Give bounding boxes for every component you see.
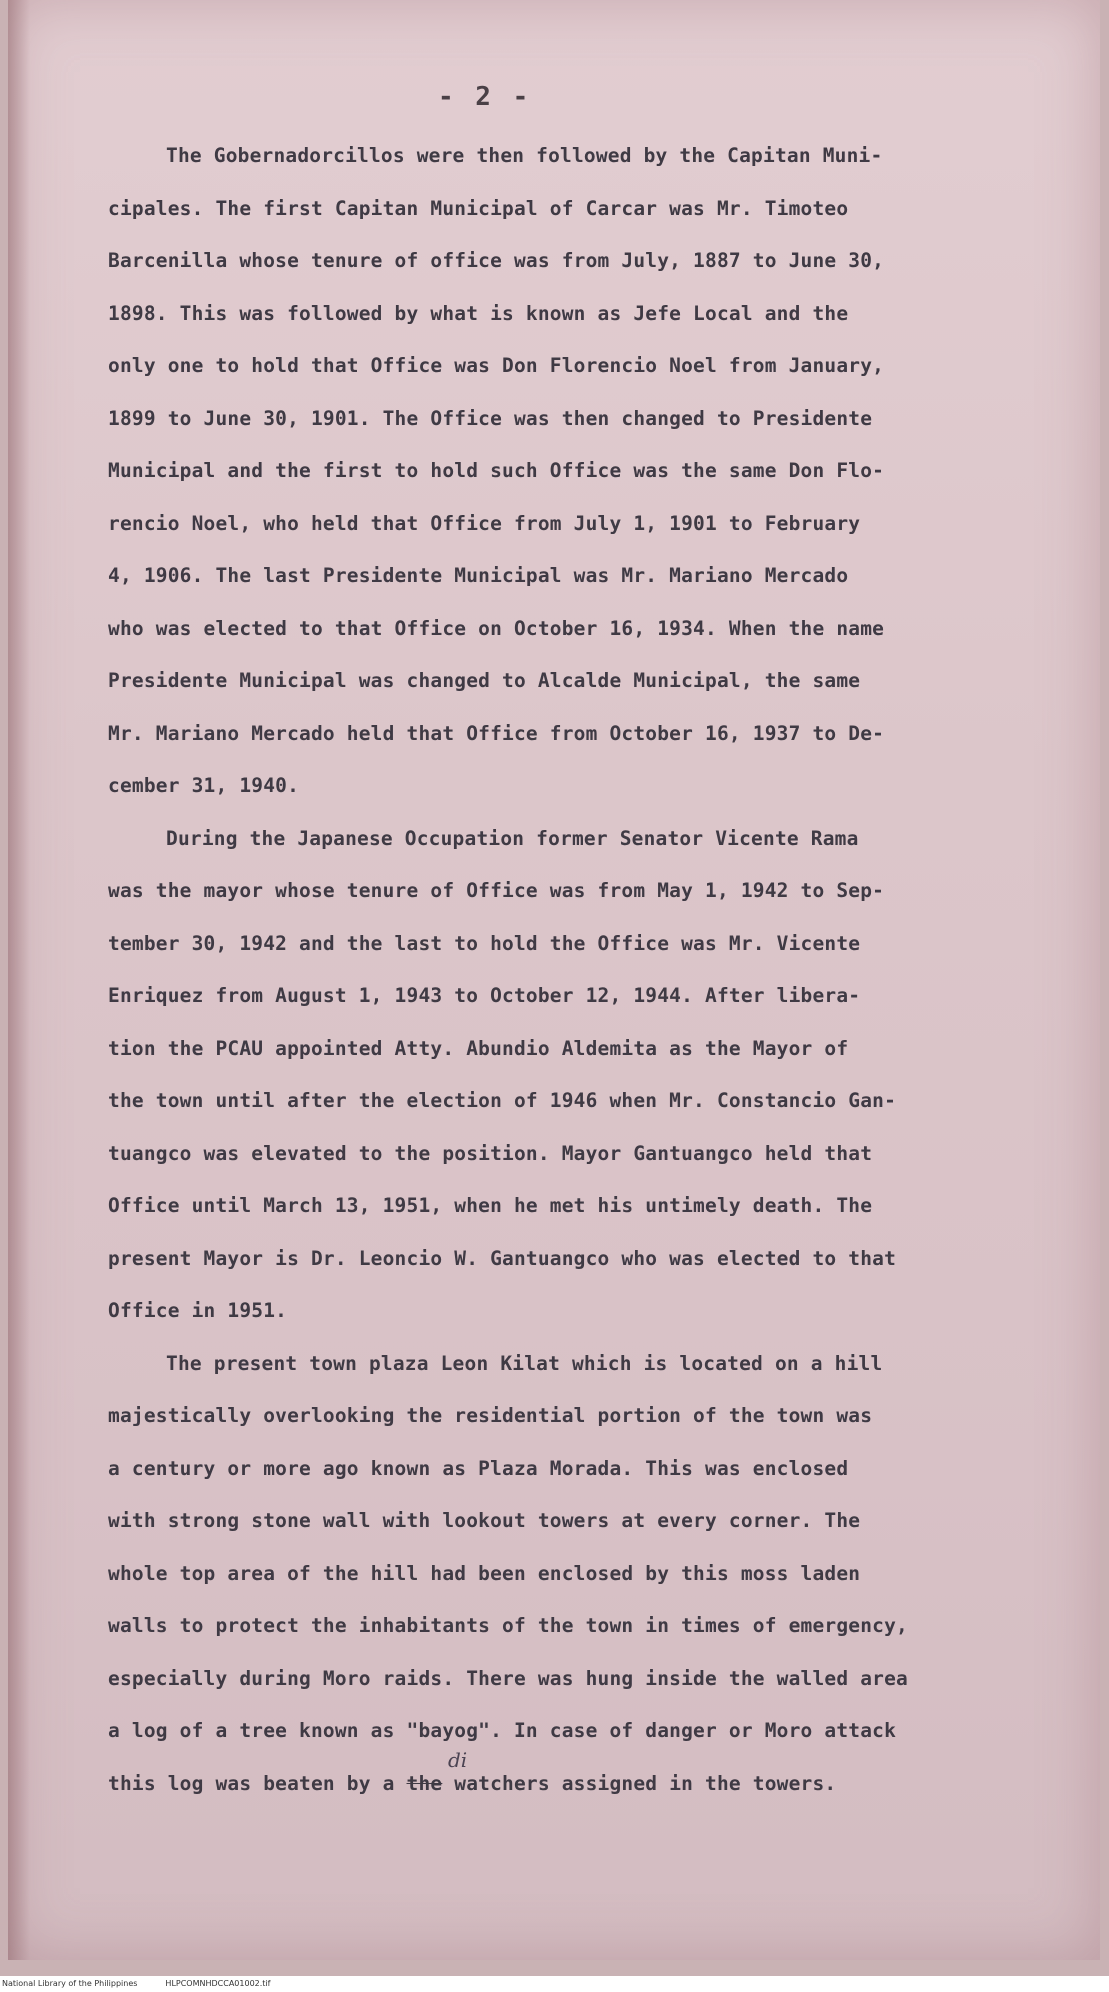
text-line: Office in 1951. [108, 1299, 288, 1322]
text-line: 4, 1906. The last Presidente Municipal was Mr. Mariano Mercado [108, 564, 849, 587]
footer-library: National Library of the Philippines [2, 1979, 138, 1988]
text-line: cember 31, 1940. [108, 774, 300, 797]
text-line: Municipal and the first to hold such Office was the same Don Flo- [108, 459, 885, 482]
text-line: 1898. This was followed by what is known as Jefe Local and the [108, 301, 849, 325]
text-line: was the mayor whose tenure of Office was from May 1, 1942 to Sep- [108, 879, 885, 902]
body-text [108, 130, 1008, 1810]
text-line: walls to protect the inhabitants of the town in times of emergency, [108, 1614, 908, 1637]
text-line: rencio Noel, who held that Office from July 1, 1901 to February [108, 511, 861, 535]
text-line: During the Japanese Occupation former Senator Vicente Rama [166, 826, 859, 850]
paragraph-3 [108, 1338, 1008, 1811]
text-line: Office until March 13, 1951, when he met his untimely death. The [108, 1194, 873, 1217]
struck-word: the [406, 1771, 443, 1795]
text-line: Mr. Mariano Mercado held that Office from October 16, 1937 to De- [108, 721, 885, 745]
document-page [8, 0, 1100, 1960]
last-line-before: this log was beaten by a [108, 1771, 407, 1795]
text-line: Barcenilla whose tenure of office was from July, 1887 to June 30, [108, 249, 885, 272]
last-line-after: watchers assigned in the towers. [442, 1771, 837, 1795]
text-line: tuangco was elevated to the position. Mayor Gantuangco held that [108, 1141, 873, 1165]
text-line: who was elected to that Office on October 16, 1934. When the name [108, 616, 885, 640]
text-line: tion the PCAU appointed Atty. Abundio Aldemita as the Mayor of [108, 1036, 849, 1060]
text-line: majestically overlooking the residential portion of the town was [108, 1404, 873, 1427]
footer-file: HLPCOMNHDCCA01002.tif [165, 1979, 271, 1988]
text-line: Enriquez from August 1, 1943 to October 12, 1944. After libera- [108, 984, 861, 1007]
text-line: a century or more ago known as Plaza Morada. This was enclosed [108, 1456, 849, 1480]
text-line: tember 30, 1942 and the last to hold the Office was Mr. Vicente [108, 931, 861, 955]
handwritten-insert: di [448, 1748, 468, 1772]
page-binding-shadow [8, 0, 30, 1960]
text-line: whole top area of the hill had been enclosed by this moss laden [108, 1561, 861, 1585]
text-line: cipales. The first Capitan Municipal of Carcar was Mr. Timoteo [108, 196, 849, 220]
text-line: The present town plaza Leon Kilat which is located on a hill [166, 1351, 883, 1375]
text-line: with strong stone wall with lookout towers at every corner. The [108, 1509, 861, 1532]
paragraph-1 [108, 130, 1008, 813]
text-line: Presidente Municipal was changed to Alcalde Municipal, the same [108, 669, 861, 692]
text-line: only one to hold that Office was Don Florencio Noel from January, [108, 354, 885, 377]
text-line: the town until after the election of 1946 when Mr. Constancio Gan- [108, 1089, 897, 1112]
last-line [108, 1758, 1008, 1811]
text-line: especially during Moro raids. There was hung inside the walled area [108, 1666, 908, 1690]
footer [0, 1976, 1109, 1992]
text-line: The Gobernadorcillos were then followed by the Capitan Muni- [166, 144, 883, 167]
paragraph-2 [108, 813, 1008, 1338]
text-line: 1899 to June 30, 1901. The Office was then changed to Presidente [108, 406, 873, 430]
text-line: a log of a tree known as "bayog". In case of danger or Moro attack [108, 1719, 897, 1742]
text-line: present Mayor is Dr. Leoncio W. Gantuangco who was elected to that [108, 1246, 897, 1270]
page-number: - 2 - [438, 82, 532, 112]
